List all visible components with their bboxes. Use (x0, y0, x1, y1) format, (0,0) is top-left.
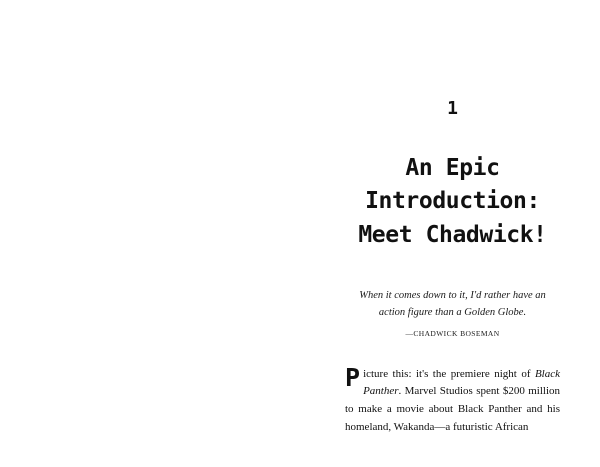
drop-cap: P (345, 362, 361, 392)
epigraph-line-1: When it comes down to it, I'd rather have an (359, 290, 546, 302)
chapter-title (345, 152, 560, 252)
body-text-part-1: icture this: it's the premiere night of (363, 367, 535, 380)
body-text-part-2: . Marvel Studios spent $200 million to make a movie about Black Panther and his homeland, Wakanda—a futuristic African (345, 385, 560, 434)
chapter-title-line-3: Meet Chadwick! (358, 221, 547, 248)
chapter-opening-block (345, 100, 560, 437)
epigraph-line-2: action figure than a Golden Globe. (378, 306, 527, 318)
body-paragraph (345, 362, 560, 437)
epigraph-attribution: —CHADWICK BOSEMAN (405, 328, 500, 338)
chapter-title-line-2: Introduction: (365, 188, 540, 215)
chapter-title-line-1: An Epic (405, 155, 500, 181)
recto-page (300, 0, 600, 467)
epigraph-quote (345, 288, 560, 340)
book-title-italic: Black Panther (363, 367, 560, 398)
chapter-number: 1 (447, 98, 458, 119)
